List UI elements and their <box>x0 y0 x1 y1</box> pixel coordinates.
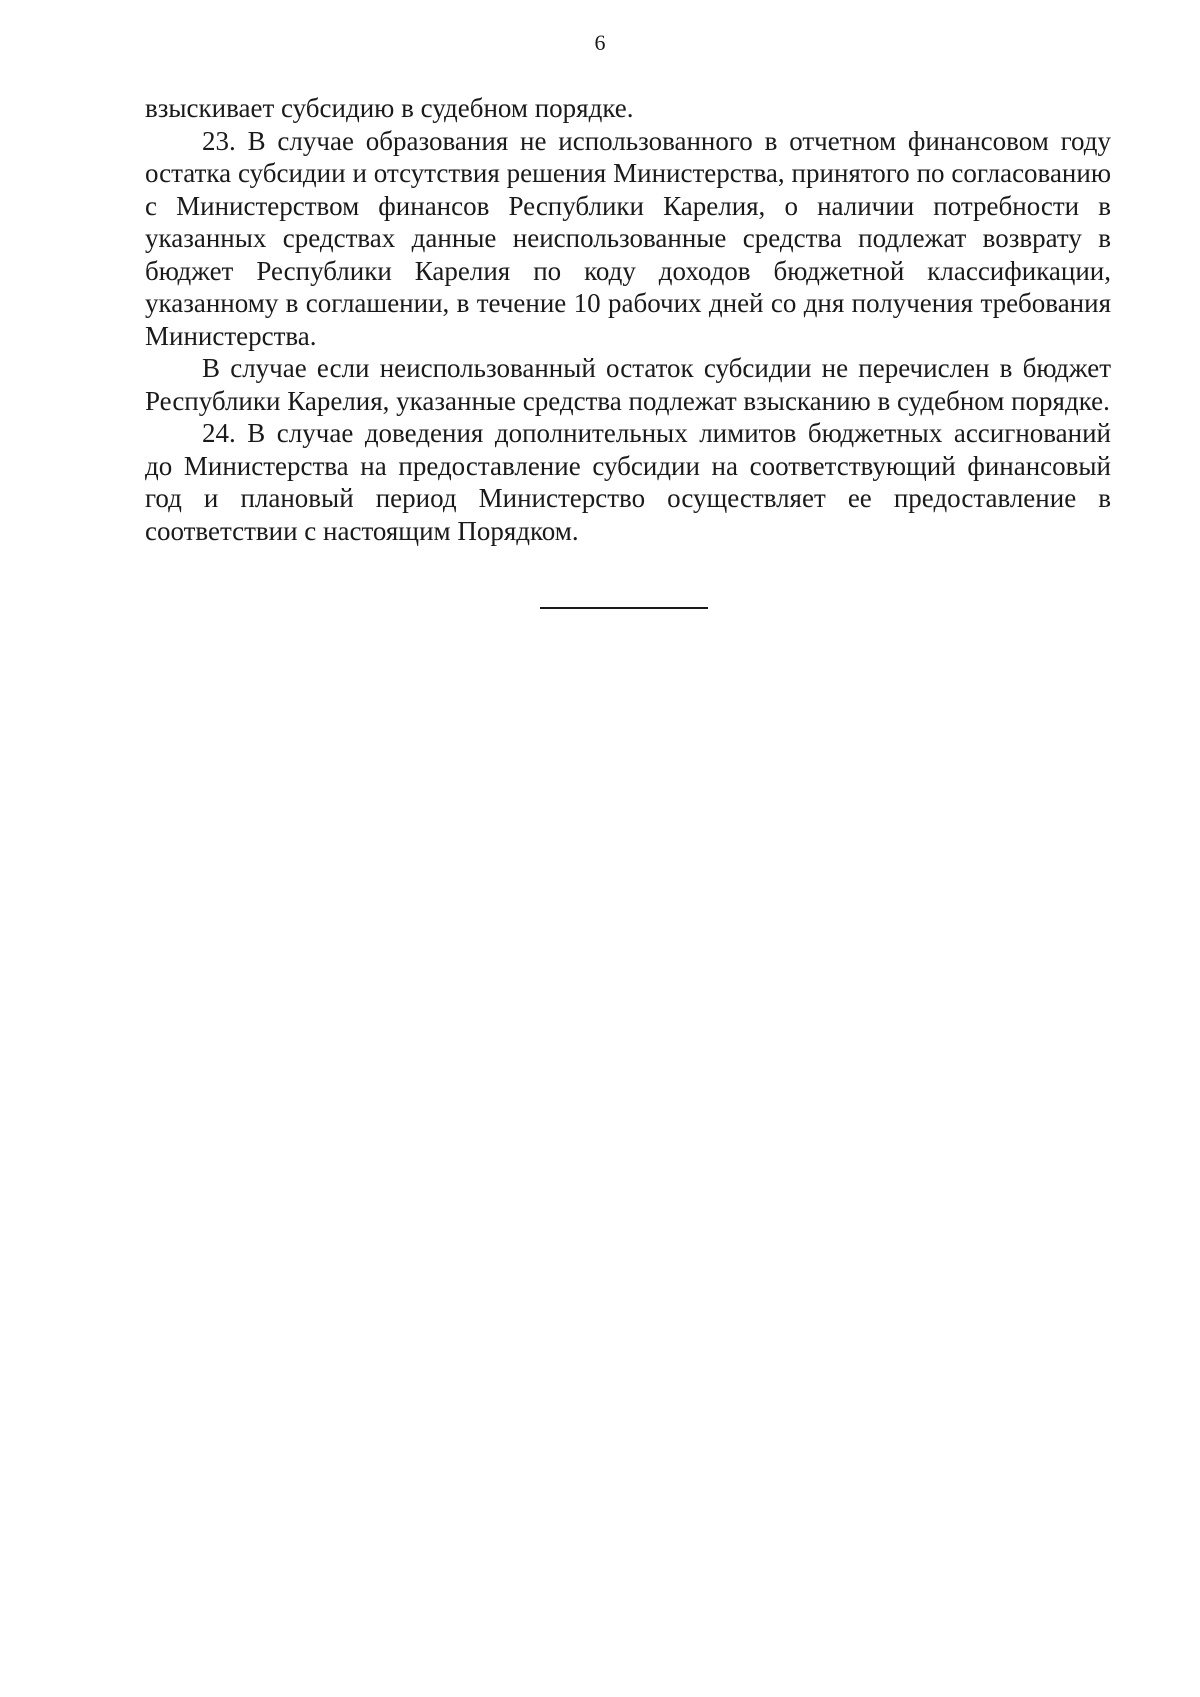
paragraph-recovery: В случае если неиспользованный остаток субсидии не перечислен в бюджет Республики Карелия, указанные средства подлежат взысканию в судебном порядке. <box>145 353 1111 416</box>
document-body <box>145 92 1111 547</box>
paragraph-continuation: взыскивает субсидию в судебном порядке. <box>145 93 634 123</box>
page-number: 6 <box>594 30 606 55</box>
paragraph-item-23: 23. В случае образования не использованного в отчетном финансовом году остатка субсидии и отсутствия решения Министерства, принятого по согласованию с Министерством финансов Республики Карелия, о наличии потребности в указанных средствах данные неиспользованные средства подлежат возврату в бюджет Республики Карелия по коду доходов бюджетной классификации, указанному в соглашении, в течение 10 рабочих дней со дня получения требования Министерства. <box>145 125 1111 351</box>
paragraph-item-24: 24. В случае доведения дополнительных лимитов бюджетных ассигнований до Министерства на предоставление субсидии на соответствующий финансовый год и плановый период Министерство осуществляет ее предоставление в соответствии с настоящим Порядком. <box>145 418 1111 546</box>
end-of-document-rule <box>540 607 708 609</box>
